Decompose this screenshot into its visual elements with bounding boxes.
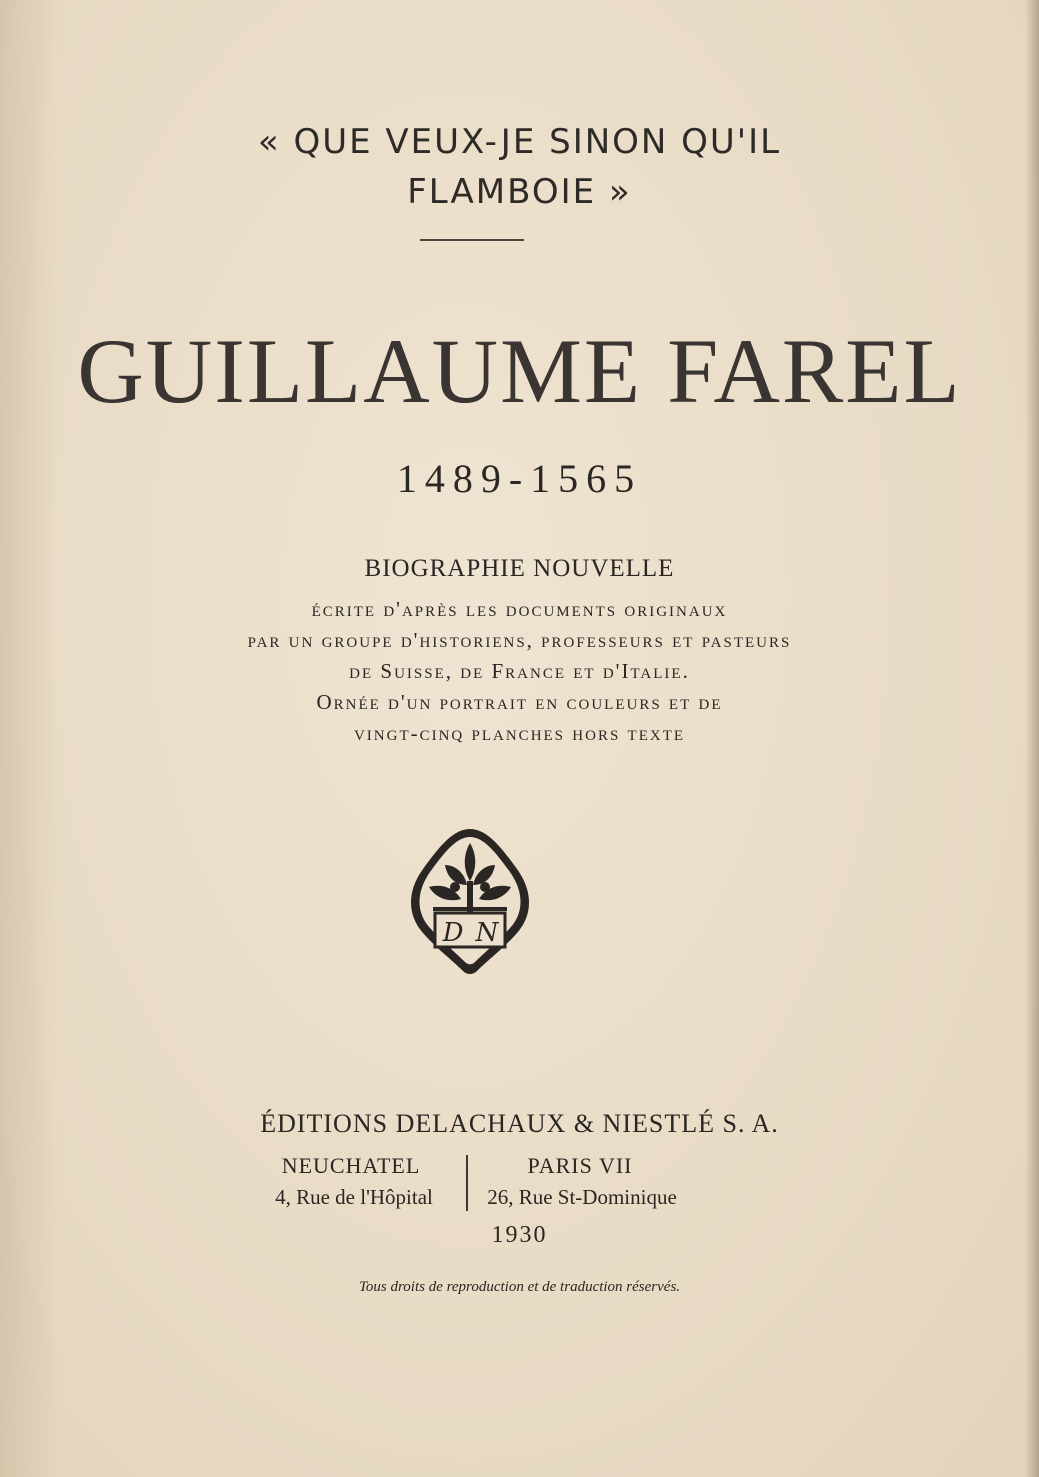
description-line-2: par un groupe d'historiens, professeurs et pasteurs — [247, 628, 792, 652]
left-city: NEUCHATEL — [281, 1153, 421, 1178]
rights-notice: Tous droits de reproduction et de traduction réservés. — [358, 1279, 681, 1295]
left-address: 4, Rue de l'Hôpital — [275, 1185, 433, 1209]
publication-year: 1930 — [491, 1222, 548, 1248]
subtitle: BIOGRAPHIE NOUVELLE — [364, 555, 675, 582]
publisher-monogram-dn-icon — [405, 825, 535, 975]
address-divider — [466, 1155, 468, 1211]
svg-text:D: D — [442, 918, 464, 948]
description-line-3: de Suisse, de France et d'Italie. — [349, 659, 690, 683]
publisher-name: ÉDITIONS DELACHAUX & NIESTLÉ S. A. — [260, 1109, 779, 1138]
description-line-4: Ornée d'un portrait en couleurs et de — [316, 690, 723, 714]
right-address: 26, Rue St-Dominique — [487, 1185, 677, 1209]
right-city: PARIS VII — [527, 1153, 633, 1178]
svg-text:N: N — [475, 918, 499, 948]
divider-rule — [420, 239, 524, 241]
book-title: GUILLAUME FAREL — [77, 320, 962, 422]
life-dates: 1489-1565 — [396, 456, 643, 501]
motto-line-2: FLAMBOIE » — [407, 172, 632, 212]
description-line-5: vingt-cinq planches hors texte — [353, 721, 686, 745]
motto-line-1: « QUE VEUX-JE SINON QU'IL — [257, 122, 782, 162]
description-line-1: écrite d'après les documents originaux — [311, 597, 728, 621]
